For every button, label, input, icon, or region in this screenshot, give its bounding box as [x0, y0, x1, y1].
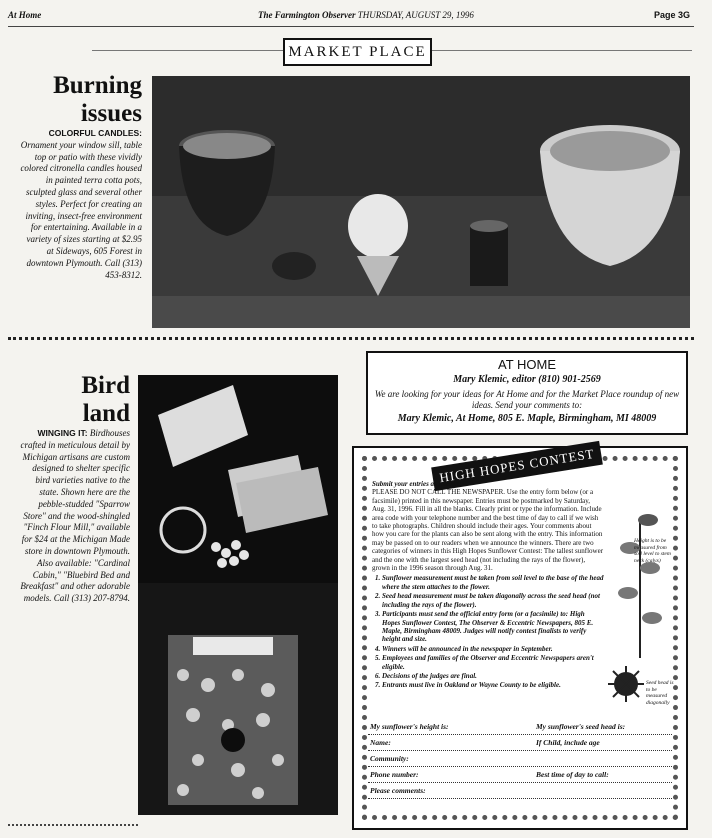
rule-item: 2. Seed head measurement must be taken diagonally across the seed head (not including the rays of the flower).	[382, 592, 604, 609]
burning-lead: COLORFUL CANDLES:	[48, 128, 142, 138]
at-home-address: Mary Klemic, At Home, 805 E. Maple, Birmingham, MI 48009	[397, 413, 657, 424]
name-field-label: Name:	[370, 738, 391, 747]
form-row-name[interactable]	[368, 736, 672, 751]
bottom-rule	[8, 824, 138, 826]
at-home-title: AT HOME	[497, 357, 557, 372]
birdhouses-illustration	[138, 375, 338, 815]
birdhouses-photo	[138, 375, 338, 815]
at-home-blurb: We are looking for your ideas for At Home and for the Market Place roundup of new ideas. Send your comments to:	[374, 389, 680, 410]
rule-item: 3. Participants must send the official entry form (or a facsimile) to: High Hopes Sunflower Contest, The Observer & Eccentric Newspapers, 805 E. Maple, Birmingham 48009. Judges will notify contest finalists to verify height and size.	[382, 610, 604, 644]
issue-date: THURSDAY, AUGUST 29, 1996	[357, 10, 474, 20]
section-divider	[8, 337, 694, 340]
form-row-phone[interactable]	[368, 768, 672, 783]
contest-banner: HIGH HOPES CONTEST	[431, 441, 603, 491]
burning-caption	[20, 128, 142, 281]
rule-item: 5. Employees and families of the Observer and Eccentric Newspapers aren't eligible.	[382, 654, 604, 671]
burning-body: Ornament your window sill, table top or patio with these vividly colored citronella candles housed in painted terra cotta pots, sculpted glass and several other styles. Perfect for creating an inviting, insect-free environment for entertaining. Available in a variety of sizes starting at $2.95 at Sideways, 605 Forest in downtown Plymouth. Call (313) 453-8312.	[20, 139, 142, 280]
seed-head-icon	[606, 664, 646, 704]
market-place-banner: MARKET PLACE	[283, 38, 432, 66]
paper-name: The Farmington Observer	[258, 10, 356, 20]
at-home-editor: Mary Klemic, editor (810) 901-2569	[453, 374, 601, 385]
bird-headline	[14, 372, 130, 428]
child-age-label: If Child, include age	[536, 738, 600, 747]
contest-intro: PLEASE DO NOT CALL THE NEWSPAPER. Use the entry form below (or a facsimile) printed in this newspaper. Entries must be postmarked by Saturday, Aug. 31, 1996. Fill in all the blanks. Clearly print or type the information. Include area code with your telephone number and the best time of day to call if we wish to take photographs. Children should include their ages. Your comments about how you care for the plants can also be sent along with the entry. This information may be passed on to our readers when we announce the winners. There are two categories of winners in this High Hopes Sunflower Contest: The tallest sunflower and the one with the largest seed head (not including the rays of the flower), grown in the 1996 season through Aug. 31.	[372, 488, 604, 573]
best-time-label: Best time of day to call:	[536, 770, 609, 779]
burning-title-1: Burning	[53, 72, 142, 99]
at-home-box	[366, 351, 688, 435]
bird-body: Birdhouses crafted in meticulous detail by Michigan artisans are custom designed to shelter specific bird varieties native to the state. Shown here are the pebble-studded "Sparrow Store" and the wood-shingled "Finch Flour Mill," available for $24 at the Michigan Made store in downtown Plymouth. Also available: "Cardinal Cabin," "Bluebird Bed and Breakfast" and other adorable models. Call (313) 207-8794.	[20, 428, 130, 604]
bird-title-1: Bird	[81, 372, 130, 399]
sunflower-icon	[610, 508, 670, 668]
bird-caption	[16, 428, 130, 605]
header-rule	[8, 26, 694, 27]
candles-photo	[152, 76, 690, 328]
burning-headline	[14, 72, 142, 128]
comments-field-label: Please comments:	[370, 786, 426, 795]
contest-entry-form	[352, 446, 688, 830]
community-field-label: Community:	[370, 754, 409, 763]
height-caption: Height is to be measured from soil level to stem neck (calyx)	[634, 538, 671, 564]
seed-caption: Seed head is to be measured diagonally	[646, 680, 674, 706]
bird-lead: WINGING IT:	[37, 428, 88, 438]
seed-field-label: My sunflower's seed head is:	[536, 722, 626, 731]
contest-rules	[372, 480, 604, 691]
form-row-comments[interactable]	[368, 784, 672, 799]
rule-item: 4. Winners will be announced in the newspaper in September.	[382, 645, 604, 653]
page-number: Page 3G	[653, 10, 690, 20]
height-field-label: My sunflower's height is:	[370, 722, 449, 731]
rule-item: 7. Entrants must live in Oakland or Wayne County to be eligible.	[382, 681, 604, 689]
candles-illustration	[152, 76, 690, 328]
rule-item: 1. Sunflower measurement must be taken from soil level to the base of the head where the stem attaches to the flower.	[382, 574, 604, 591]
section-label: At Home	[8, 10, 42, 20]
form-row-measurements	[368, 720, 672, 735]
masthead	[258, 10, 474, 20]
rule-item: 6. Decisions of the judges are final.	[382, 672, 604, 680]
form-row-community[interactable]	[368, 752, 672, 767]
bird-title-2: land	[82, 400, 130, 427]
contest-rule-list	[372, 574, 604, 689]
contest-submit-heading: Submit your entries as follows:	[372, 480, 462, 488]
phone-field-label: Phone number:	[370, 770, 419, 779]
burning-title-2: issues	[80, 100, 142, 127]
